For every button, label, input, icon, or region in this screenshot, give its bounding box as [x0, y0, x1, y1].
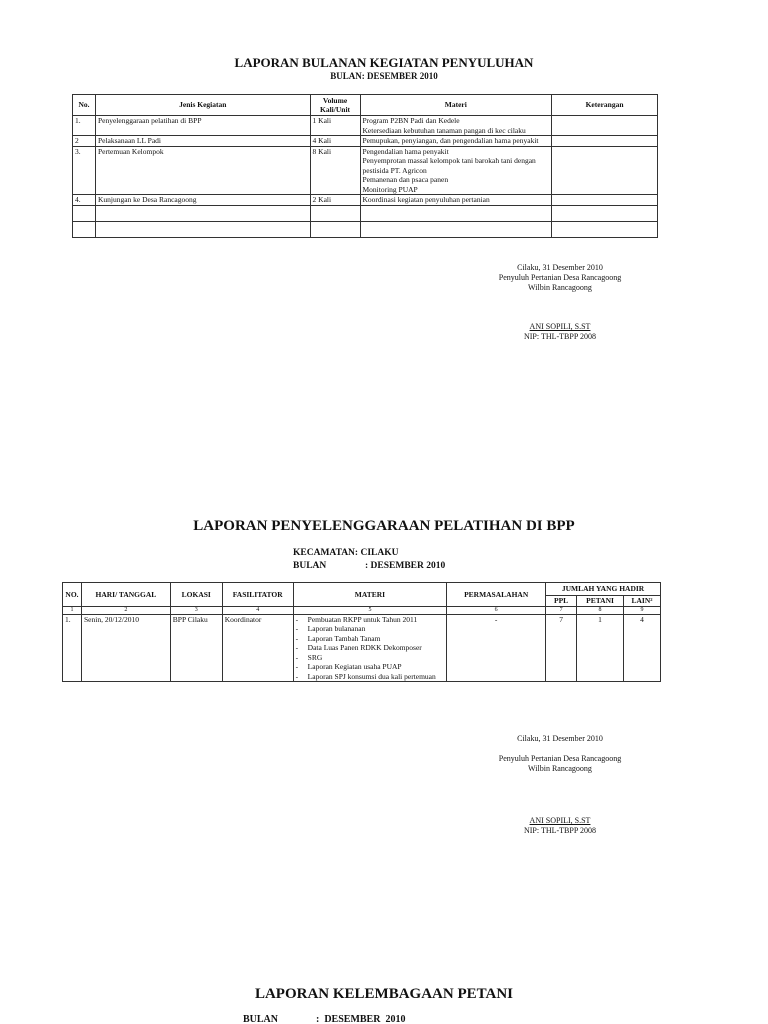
row-no: 1. — [73, 116, 96, 136]
materi-line: Monitoring PUAP — [362, 184, 418, 194]
materi-item: - Laporan Kegiatan usaha PUAP — [296, 662, 445, 672]
materi-item: - Laporan bulananan — [296, 624, 445, 634]
col-number: 5 — [293, 606, 447, 614]
header-materi: MATERI — [293, 583, 447, 607]
report3-title: LAPORAN KELEMBAGAAN PETANI — [254, 986, 514, 1002]
col-number: 6 — [447, 606, 546, 614]
training-table — [62, 582, 661, 682]
row-jenis: Pertemuan Kelompok — [95, 146, 310, 195]
report1-subtitle: BULAN: DESEMBER 2010 — [330, 71, 438, 81]
row-materi — [293, 614, 447, 682]
row-jenis: Pelaksanaan LL Padi — [95, 136, 310, 147]
signature-block-2 — [470, 734, 650, 836]
materi-item: - Laporan SPJ konsumsi dua kali pertemuan — [296, 672, 445, 682]
materi-line: Penyemprotan massal kelompok tani barokah tani dengan pestisida PT. Agricon — [362, 156, 536, 175]
table-row — [73, 116, 658, 136]
row-no: 4. — [73, 195, 96, 206]
header-ppl: PPL — [546, 596, 577, 607]
row-volume: 2 Kali — [310, 195, 360, 206]
row-volume: 8 Kali — [310, 146, 360, 195]
row-ppl: 7 — [546, 614, 577, 682]
header-jumlah: JUMLAH YANG HADIR — [546, 583, 661, 596]
table-row — [73, 146, 658, 195]
report3-bulan-value: : DESEMBER 2010 — [316, 1014, 406, 1024]
header-keterangan: Keterangan — [552, 95, 658, 116]
row-no: 1. — [63, 614, 82, 682]
sig-nip: NIP: THL-TBPP 2008 — [523, 332, 596, 341]
report3-bulan-label: BULAN — [243, 1014, 279, 1024]
empty-row — [73, 205, 658, 221]
row-keterangan — [552, 136, 658, 147]
table-row — [73, 195, 658, 206]
materi-line: Ketersediaan kebutuhan tanaman pangan di kec cilaku — [362, 125, 526, 135]
sig-area: Wilbin Rancagoong — [528, 283, 592, 292]
report2-bulan-label: BULAN — [293, 561, 327, 571]
col-number: 8 — [577, 606, 624, 614]
row-volume: 1 Kali — [310, 116, 360, 136]
report2-title: LAPORAN PENYELENGGARAAN PELATIHAN DI BPP — [193, 518, 575, 534]
report1-title: LAPORAN BULANAN KEGIATAN PENYULUHAN — [234, 55, 534, 70]
row-lokasi: BPP Cilaku — [170, 614, 222, 682]
row-keterangan — [552, 146, 658, 195]
report2-kecamatan: KECAMATAN: CILAKU — [293, 548, 399, 558]
col-number: 2 — [81, 606, 170, 614]
header-no: NO. — [63, 583, 82, 607]
header-volume: Volume Kali/Unit — [310, 95, 360, 116]
row-materi — [360, 195, 552, 206]
header-jenis: Jenis Kegiatan — [95, 95, 310, 116]
sig-name: ANI SOPILI, S.ST — [529, 816, 591, 825]
materi-item: - Data Luas Panen RDKK Dekomposer — [296, 643, 445, 653]
header-lain: LAIN² — [623, 596, 660, 607]
row-no: 3. — [73, 146, 96, 195]
col-number: 7 — [546, 606, 577, 614]
materi-line: Program P2BN Padi dan Kedele — [362, 116, 460, 125]
col-number: 3 — [170, 606, 222, 614]
row-no: 2 — [73, 136, 96, 147]
row-jenis: Kunjungan ke Desa Rancagoong — [95, 195, 310, 206]
row-lain: 4 — [623, 614, 660, 682]
header-petani: PETANI — [577, 596, 624, 607]
row-volume: 4 Kali — [310, 136, 360, 147]
materi-line: Pemupukan, penyiangan, dan pengendalian hama penyakit — [362, 136, 539, 145]
signature-block-1 — [470, 263, 650, 342]
materi-line: Pemanenan dan psaca panen — [362, 175, 449, 184]
sig-name: ANI SOPILI, S.ST — [529, 322, 591, 331]
sig-date: Cilaku, 31 Desember 2010 — [517, 263, 603, 272]
row-permasalahan: - — [447, 614, 546, 682]
materi-item: - Laporan Tambah Tanam — [296, 634, 445, 644]
column-number-row — [63, 606, 661, 614]
header-permasalahan: PERMASALAHAN — [447, 583, 546, 607]
col-number: 9 — [623, 606, 660, 614]
header-hari: HARI/ TANGGAL — [81, 583, 170, 607]
table-row — [63, 614, 661, 682]
materi-item: - SRG — [296, 653, 445, 663]
header-lokasi: LOKASI — [170, 583, 222, 607]
sig-nip: NIP: THL-TBPP 2008 — [523, 826, 596, 835]
materi-item: - Pembuatan RKPP untuk Tahun 2011 — [296, 615, 445, 625]
sig-date: Cilaku, 31 Desember 2010 — [517, 734, 603, 743]
row-materi — [360, 136, 552, 147]
col-number: 4 — [222, 606, 293, 614]
monthly-activity-table — [72, 94, 658, 238]
empty-row — [73, 221, 658, 237]
header-fasilitator: FASILITATOR — [222, 583, 293, 607]
sig-role: Penyuluh Pertanian Desa Rancagoong — [498, 273, 622, 282]
row-keterangan — [552, 116, 658, 136]
row-petani: 1 — [577, 614, 624, 682]
table-row — [73, 136, 658, 147]
row-materi — [360, 146, 552, 195]
col-number: 1 — [63, 606, 82, 614]
materi-line: Koordinasi kegiatan penyuluhan pertanian — [362, 195, 490, 204]
row-keterangan — [552, 195, 658, 206]
row-jenis: Penyelenggaraan pelatihan di BPP — [95, 116, 310, 136]
report2-bulan-value: : DESEMBER 2010 — [365, 561, 446, 571]
header-no: No. — [73, 95, 96, 116]
sig-role: Penyuluh Pertanian Desa Rancagoong — [498, 754, 622, 763]
sig-area: Wilbin Rancagoong — [528, 764, 592, 773]
row-hari: Senin, 20/12/2010 — [81, 614, 170, 682]
materi-line: Pengendalian hama penyakit — [362, 146, 449, 156]
row-materi — [360, 116, 552, 136]
header-materi: Materi — [360, 95, 552, 116]
row-fasilitator: Koordinator — [222, 614, 293, 682]
